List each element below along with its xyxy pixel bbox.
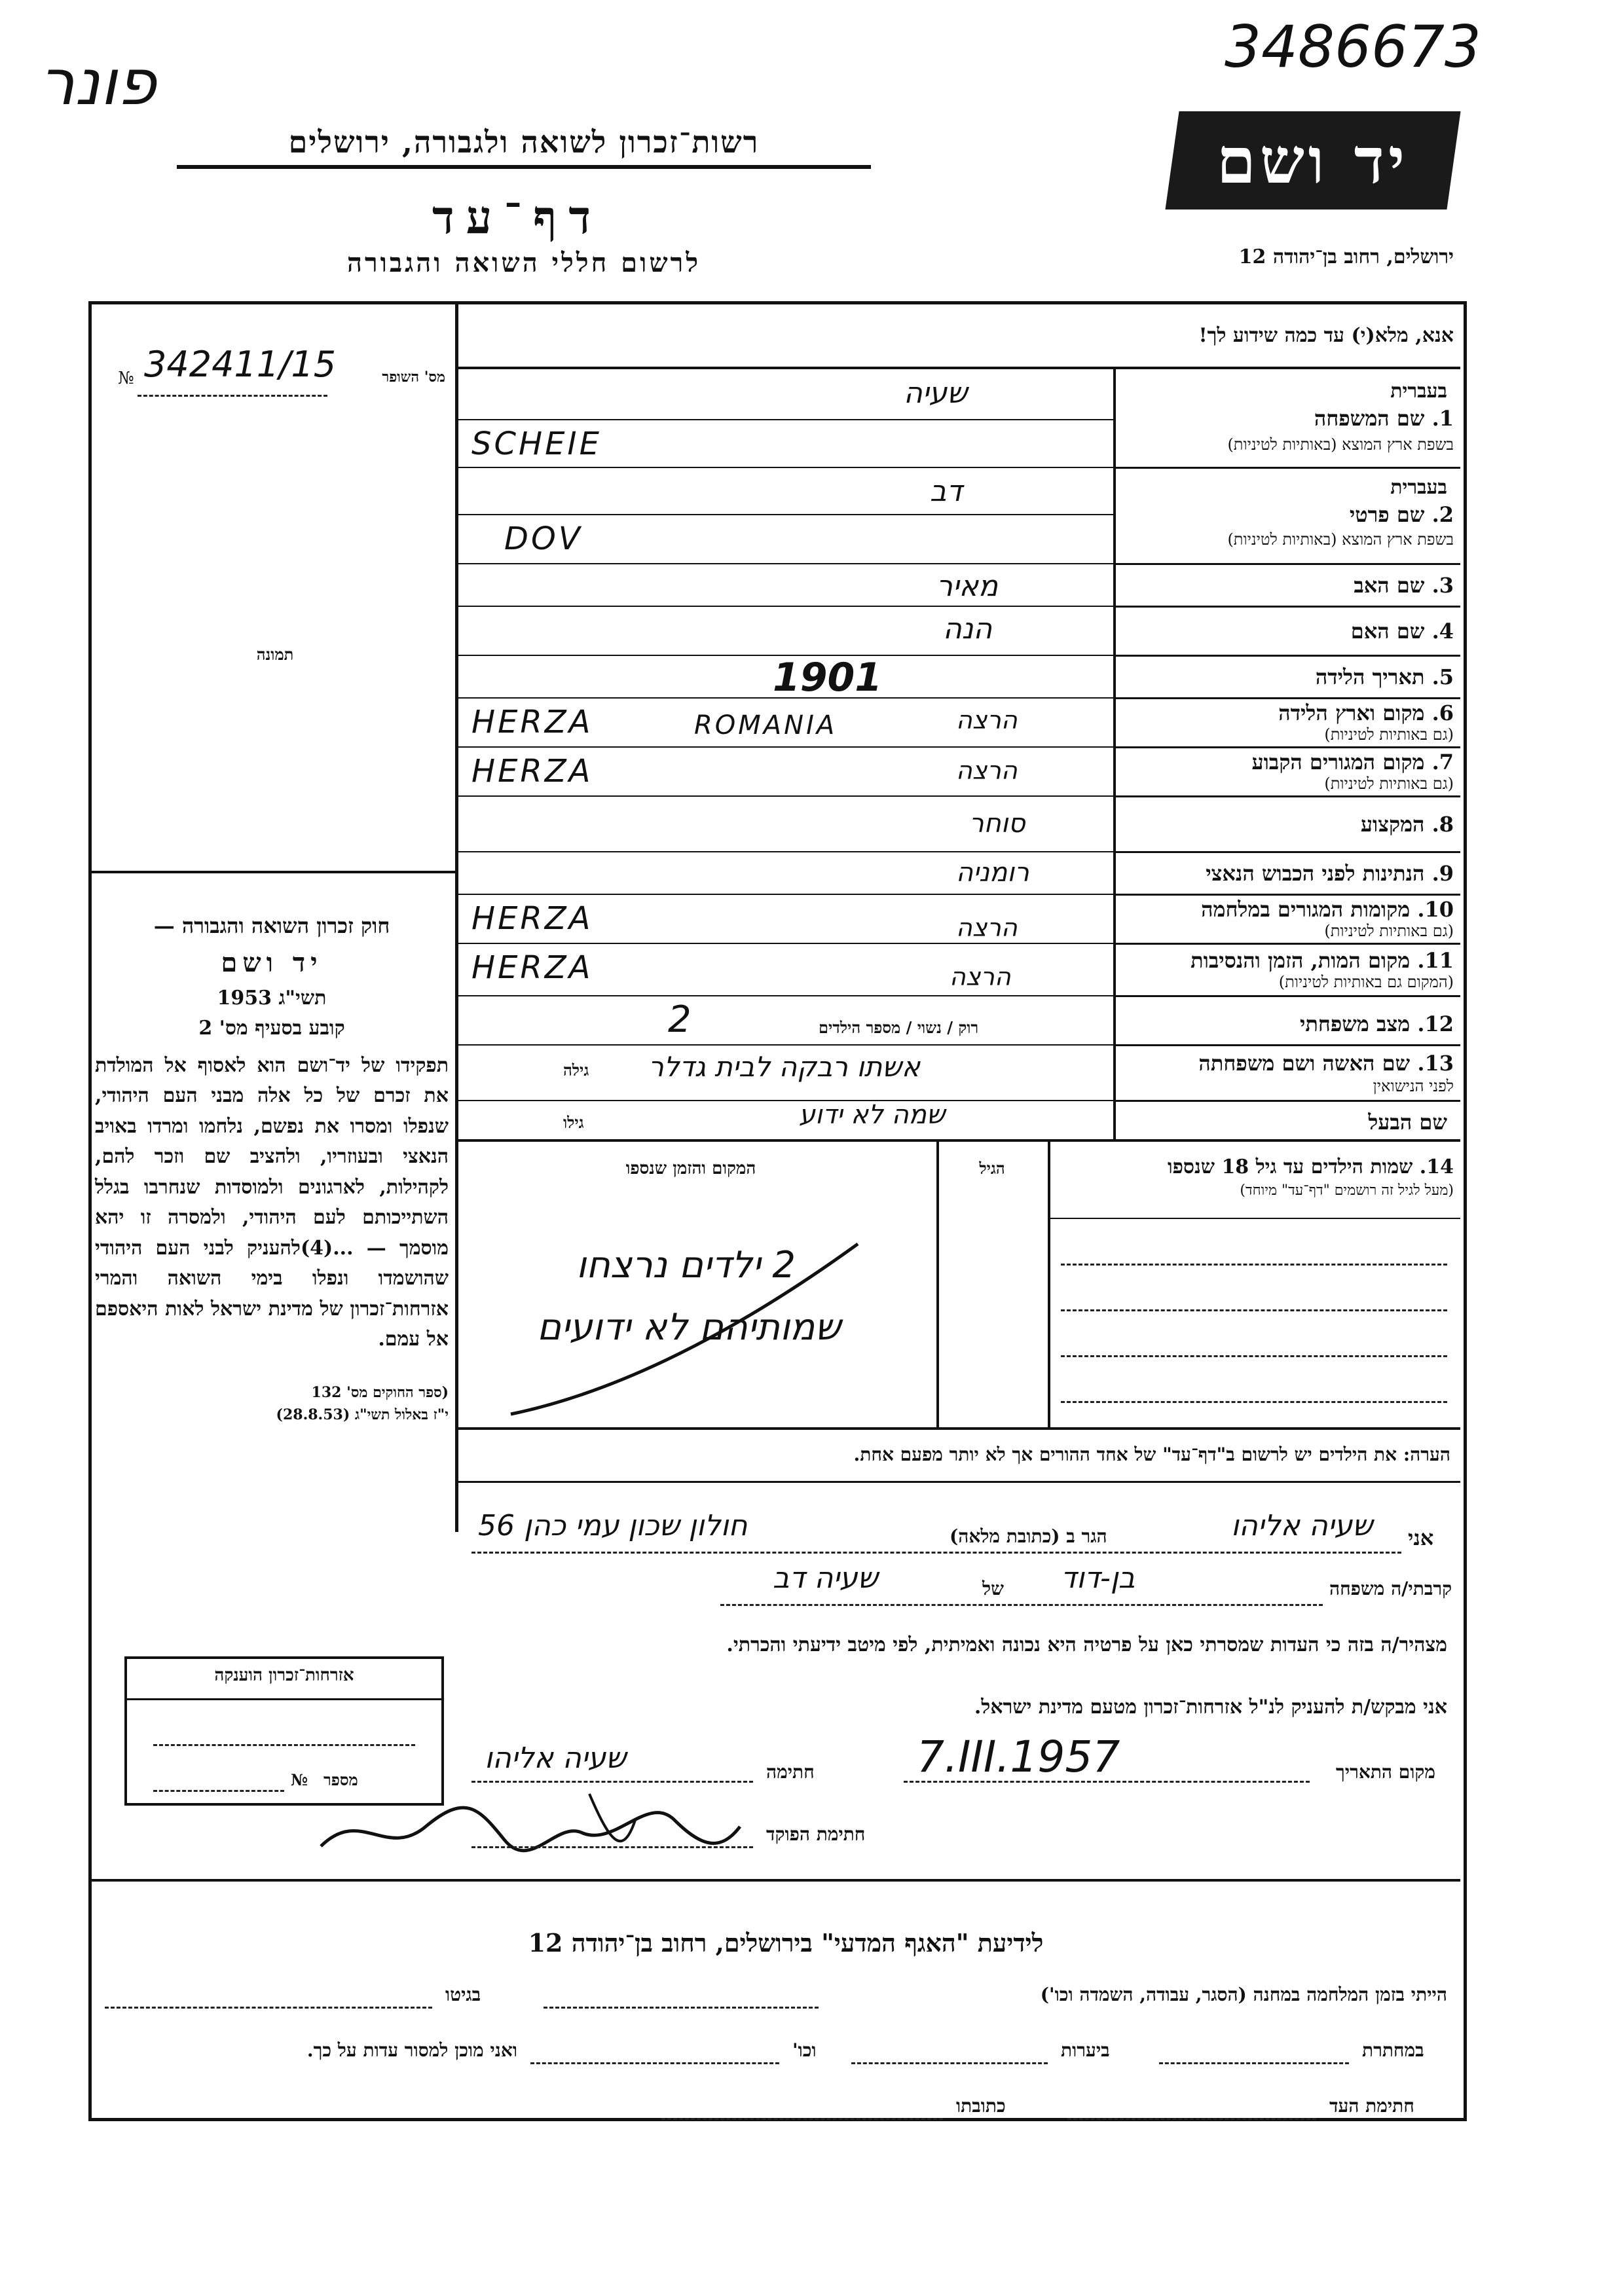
row-sep bbox=[1113, 563, 1460, 565]
left-column-divider bbox=[455, 301, 458, 1532]
field-13-sub: לפני הנישואין bbox=[1373, 1077, 1454, 1095]
law-year: תשי"ג 1953 bbox=[217, 986, 327, 1010]
declarant-of-name: שעיה דב bbox=[773, 1561, 878, 1595]
field-11-label-text: מקום המות, הזמן והנסיבות bbox=[1190, 948, 1411, 973]
law-name: יד ושם bbox=[221, 947, 323, 978]
field-11-sub: (המקום גם באותיות לטיניות) bbox=[1278, 973, 1454, 991]
bottom-camp-line bbox=[544, 2007, 819, 2009]
field-6-num: 6. bbox=[1431, 701, 1454, 725]
registration-prefix: № bbox=[118, 369, 134, 388]
children-col-divider-2 bbox=[936, 1139, 939, 1427]
bottom-underground-line bbox=[1159, 2062, 1349, 2064]
field-2-sub: בשפת ארץ המוצא (באותיות לטיניות) bbox=[1227, 530, 1454, 549]
law-text: תפקידו של יד־ושם הוא לאסוף אל המולדת את זכרם של כל אלה מבני העם היהודי, שנפלו ומסרו את נפשם, נלחמו ומרדו באויב הנאצי ובעוזריו, ולהציב שם וזכר להם, לקהילות, לארגונים ולמוסדות שנחרבו בגלל השתייכותם לעם היהודי, ולמסרה זו יהא מוסמך — ...(4)להעניק לבני העם היהודי שהושמדו ונפלו בימי השואה והמרי אזרחות־זכרון של מדינת ישראל לאות היאספם אל עמם. bbox=[95, 1053, 449, 1351]
field-7-sub: (גם באותיות לטיניות) bbox=[1324, 774, 1454, 793]
bottom-etc-line bbox=[530, 2062, 779, 2064]
field-8-label bbox=[1361, 812, 1454, 837]
form-subtitle: לרשום חללי השואה והגבורה bbox=[346, 247, 701, 278]
registration-number: 342411/15 bbox=[144, 344, 337, 385]
row-sep bbox=[1113, 606, 1460, 608]
row-sep bbox=[1113, 851, 1460, 853]
value-line bbox=[458, 995, 1113, 996]
bottom-forest-line bbox=[851, 2062, 1048, 2064]
field-12-value: 2 bbox=[668, 998, 692, 1041]
law-title: חוק זכרון השואה והגבורה — bbox=[153, 913, 390, 938]
field-7-num: 7. bbox=[1431, 750, 1454, 774]
field-13-label-text: שם האשה ושם משפחתה bbox=[1198, 1051, 1411, 1076]
row-sep bbox=[1113, 467, 1460, 469]
declarant-of-label: של bbox=[982, 1578, 1004, 1599]
org-line: רשות־זכרון לשואה ולגבורה, ירושלים bbox=[177, 124, 871, 169]
bottom-line2-a: במחתרת bbox=[1362, 2039, 1424, 2061]
declarant-relation-label: קרבתי/ה משפחה bbox=[1329, 1578, 1452, 1599]
field-4-label-text: שם האם bbox=[1350, 619, 1425, 644]
children-num: 14. bbox=[1419, 1156, 1454, 1178]
place-date-line bbox=[904, 1781, 1310, 1783]
row-sep bbox=[1113, 746, 1460, 748]
field-4-label bbox=[1351, 619, 1454, 644]
field-6-value-latin-2: ROMANIA bbox=[694, 710, 838, 740]
field-7-value-latin: HERZA bbox=[471, 753, 593, 790]
husband-label: שם הבעל bbox=[1368, 1110, 1447, 1135]
law-box bbox=[95, 910, 449, 1426]
children-top bbox=[455, 1139, 1460, 1142]
field-11-num: 11. bbox=[1417, 948, 1454, 973]
field-1-hebrew-tag: בעברית bbox=[1390, 380, 1447, 403]
value-line bbox=[458, 851, 1113, 852]
logo-text: יד ושם bbox=[1217, 123, 1409, 198]
field-2-label-text: שם פרטי bbox=[1349, 502, 1425, 527]
signature-value: שעיה אליהו bbox=[485, 1741, 627, 1775]
field-10-label bbox=[1201, 897, 1454, 922]
yad-vashem-logo bbox=[1165, 111, 1460, 210]
bottom-line1-a: הייתי בזמן המלחמה במחנה (הסגר, עבודה, השמדה וכו') bbox=[1040, 1984, 1447, 2005]
citizenship-number-label: מספר bbox=[323, 1770, 358, 1789]
place-date-label: מקום התאריך bbox=[1336, 1761, 1435, 1783]
citizenship-title-line bbox=[127, 1698, 441, 1700]
children-row-line bbox=[1061, 1264, 1447, 1266]
row-sep bbox=[1113, 894, 1460, 896]
field-7-label-text: מקום המגורים הקבוע bbox=[1251, 750, 1425, 774]
field-8-num: 8. bbox=[1431, 812, 1454, 837]
field-11-value-latin: HERZA bbox=[471, 949, 593, 986]
citizenship-no: № bbox=[291, 1770, 308, 1789]
field-13-label bbox=[1198, 1051, 1454, 1076]
field-8-value: סוחר bbox=[969, 809, 1025, 839]
field-6-label bbox=[1278, 701, 1454, 725]
field-12-options: רוק / נשוי / מספר הילדים bbox=[819, 1018, 979, 1037]
declarant-resides-label: הגר ב (כתובת מלאה) bbox=[950, 1525, 1107, 1547]
field-6-label-text: מקום וארץ הלידה bbox=[1278, 701, 1425, 725]
field-2-hebrew-tag: בעברית bbox=[1390, 476, 1447, 499]
bottom-address-line bbox=[661, 2118, 943, 2120]
field-1-label bbox=[1314, 406, 1454, 431]
children-sub: (מעל לגיל זה רושמים "דף־עד" מיוחד) bbox=[1240, 1182, 1454, 1199]
header-address: ירושלים, רחוב בן־יהודה 12 bbox=[1238, 246, 1454, 268]
field-2-value-latin: DOV bbox=[504, 520, 583, 557]
declarant-declaration: מצהיר/ה בזה כי העדות שמסרתי כאן על פרטיה היא נכונה ואמיתית, לפי מיטב ידיעתי והכרתי. bbox=[726, 1633, 1447, 1656]
field-5-label-text: תאריך הלידה bbox=[1315, 665, 1425, 689]
corner-handwritten-note: פונר bbox=[39, 46, 157, 119]
bottom-ghetto-line bbox=[105, 2007, 432, 2009]
value-line bbox=[458, 894, 1113, 895]
citizenship-line-1 bbox=[153, 1744, 415, 1746]
field-5-value: 1901 bbox=[773, 655, 882, 701]
value-line bbox=[458, 943, 1113, 944]
field-12-num: 12. bbox=[1417, 1011, 1454, 1036]
field-12-label-text: מצב משפחתי bbox=[1300, 1011, 1411, 1036]
field-3-label-text: שם האב bbox=[1354, 573, 1425, 598]
value-line bbox=[458, 746, 1113, 748]
children-col-age: הגיל bbox=[979, 1159, 1005, 1178]
children-note-1: 2 ילדים נרצחו bbox=[576, 1244, 796, 1286]
signature-label: חתימה bbox=[766, 1761, 815, 1783]
field-12-label bbox=[1300, 1011, 1454, 1036]
field-4-num: 4. bbox=[1431, 619, 1454, 644]
grid-top bbox=[455, 367, 1460, 369]
field-10-value-latin: HERZA bbox=[471, 900, 593, 937]
bottom-section-top bbox=[88, 1879, 1460, 1882]
field-11-label bbox=[1190, 948, 1454, 973]
declarant-name: שעיה אליהו bbox=[1231, 1509, 1373, 1542]
field-6-sub: (גם באותיות לטיניות) bbox=[1324, 725, 1454, 744]
value-line bbox=[458, 467, 1113, 468]
value-line bbox=[458, 419, 1113, 420]
field-3-value: מאיר bbox=[936, 570, 998, 603]
field-2-num: 2. bbox=[1431, 502, 1454, 527]
declarant-ani: אני bbox=[1408, 1525, 1434, 1550]
field-7-value: הרצה bbox=[956, 756, 1018, 785]
bottom-title: לידיעת "האגף המדעי" בירושלים, רחוב בן־יהודה 12 bbox=[528, 1928, 1044, 1958]
children-note: הערה: את הילדים יש לרשום ב"דף־עד" של אחד ההורים אך לא יותר מפעם אחת. bbox=[853, 1444, 1450, 1465]
field-9-label-text: הנתינות לפני הכבוש הנאצי bbox=[1206, 861, 1425, 886]
law-footnote-1: (ספר החוקים מס' 132 bbox=[311, 1383, 449, 1401]
citizenship-title: אזרחות־זכרון הוענקה bbox=[214, 1666, 354, 1685]
field-6-value: הרצה bbox=[956, 706, 1018, 735]
field-9-num: 9. bbox=[1431, 861, 1454, 886]
field-2-label bbox=[1350, 502, 1454, 527]
field-10-value: הרצה bbox=[956, 913, 1018, 942]
children-header-line bbox=[1048, 1218, 1460, 1219]
field-10-num: 10. bbox=[1417, 897, 1454, 922]
declarant-address: חולון שכון עמי כהן 56 bbox=[478, 1509, 748, 1542]
value-line bbox=[458, 514, 1113, 515]
registration-area bbox=[118, 344, 445, 396]
citizenship-line-2 bbox=[153, 1790, 284, 1792]
field-7-label bbox=[1251, 750, 1454, 774]
field-9-label bbox=[1206, 861, 1454, 886]
citizenship-box bbox=[124, 1656, 444, 1806]
bottom-line3-a: חתימת העד bbox=[1329, 2095, 1414, 2117]
field-3-label bbox=[1354, 573, 1454, 598]
label-divider bbox=[1113, 367, 1116, 1139]
note-bottom bbox=[455, 1481, 1460, 1483]
field-5-num: 5. bbox=[1431, 665, 1454, 689]
declarant-relation: בן-דוד bbox=[1061, 1561, 1135, 1595]
value-line bbox=[458, 795, 1113, 797]
registration-label: מס' השופר bbox=[382, 369, 445, 386]
law-footnote-2: י"ז באלול תשי"ג (28.8.53) bbox=[276, 1406, 449, 1423]
children-note-2: שמותיהם לא ידועים bbox=[537, 1306, 841, 1349]
field-1-label-text: שם המשפחה bbox=[1314, 406, 1425, 431]
bottom-line2-d: ואני מוכן למסור עדות על כך. bbox=[306, 2039, 517, 2061]
value-line bbox=[458, 1044, 1113, 1046]
note-top bbox=[455, 1427, 1460, 1430]
row-sep bbox=[1113, 995, 1460, 997]
clerk-signature-label: חתימת הפוקד bbox=[766, 1823, 866, 1845]
field-1-sub: בשפת ארץ המוצא (באותיות לטיניות) bbox=[1227, 435, 1454, 454]
field-5-label bbox=[1316, 665, 1454, 689]
field-1-value-he: שעיה bbox=[904, 376, 968, 410]
row-sep bbox=[1113, 1100, 1460, 1102]
field-13-age-label: גילה bbox=[563, 1061, 589, 1080]
bottom-line1-b: בגיטו bbox=[445, 1984, 481, 2005]
bottom-line2-c: וכו' bbox=[792, 2039, 817, 2061]
husband-age-label: גילו bbox=[563, 1113, 584, 1132]
row-sep bbox=[1113, 697, 1460, 699]
field-11-value: הרצה bbox=[950, 962, 1011, 991]
bottom-line3-b: כתובתו bbox=[956, 2095, 1006, 2117]
row-sep bbox=[1113, 1044, 1460, 1046]
field-10-label-text: מקומות המגורים במלחמה bbox=[1201, 897, 1411, 922]
declarant-request: אני מבקש/ת להעניק לנ"ל אזרחות־זכרון מטעם מדינת ישראל. bbox=[974, 1696, 1447, 1719]
children-strike-line bbox=[504, 1231, 871, 1427]
value-line bbox=[458, 563, 1113, 564]
field-4-value: הנה bbox=[943, 612, 993, 646]
field-13-value: אשתו רבקה לבית גדלר bbox=[648, 1051, 921, 1083]
bottom-witness-sig-line bbox=[1067, 2118, 1316, 2120]
field-1-value-latin: SCHEIE bbox=[471, 426, 602, 462]
children-row-line bbox=[1061, 1309, 1447, 1311]
field-2-value-he: דב bbox=[930, 475, 963, 508]
field-13-num: 13. bbox=[1417, 1051, 1454, 1076]
clerk-line bbox=[471, 1846, 753, 1848]
field-1-num: 1. bbox=[1431, 406, 1454, 431]
children-col-place: המקום והזמן שנספו bbox=[625, 1159, 756, 1178]
field-10-sub: (גם באותיות לטיניות) bbox=[1324, 922, 1454, 940]
law-section: קובע בסעיף מס' 2 bbox=[198, 1017, 345, 1040]
field-9-value: רומניה bbox=[956, 858, 1029, 888]
corner-number: 3486673 bbox=[1225, 13, 1481, 81]
bottom-line2-b: ביערות bbox=[1061, 2039, 1110, 2061]
place-date-value: 7.III.1957 bbox=[917, 1732, 1120, 1782]
form-title: דף־עד bbox=[432, 190, 602, 244]
value-line bbox=[458, 606, 1113, 607]
row-sep bbox=[1113, 655, 1460, 657]
declarant-line-1 bbox=[471, 1552, 1401, 1554]
photo-label: תמונה bbox=[256, 645, 294, 664]
photo-box-bottom bbox=[88, 871, 458, 873]
intro-text: אנא, מלא(י) עד כמה שידוע לך! bbox=[1198, 324, 1454, 347]
value-line bbox=[458, 1100, 1113, 1101]
children-label bbox=[1168, 1156, 1454, 1178]
declarant-line-2 bbox=[720, 1604, 1323, 1606]
row-sep bbox=[1113, 795, 1460, 797]
registration-underline bbox=[138, 395, 327, 397]
field-8-label-text: המקצוע bbox=[1360, 812, 1425, 837]
children-row-line bbox=[1061, 1355, 1447, 1357]
field-3-num: 3. bbox=[1431, 573, 1454, 598]
children-label-text: שמות הילדים עד גיל 18 שנספו bbox=[1167, 1156, 1413, 1178]
children-col-divider-1 bbox=[1048, 1139, 1050, 1427]
husband-value: שמה לא ידוע bbox=[799, 1100, 946, 1130]
field-6-value-latin: HERZA bbox=[471, 704, 593, 740]
children-row-line bbox=[1061, 1401, 1447, 1403]
row-sep bbox=[1113, 943, 1460, 945]
